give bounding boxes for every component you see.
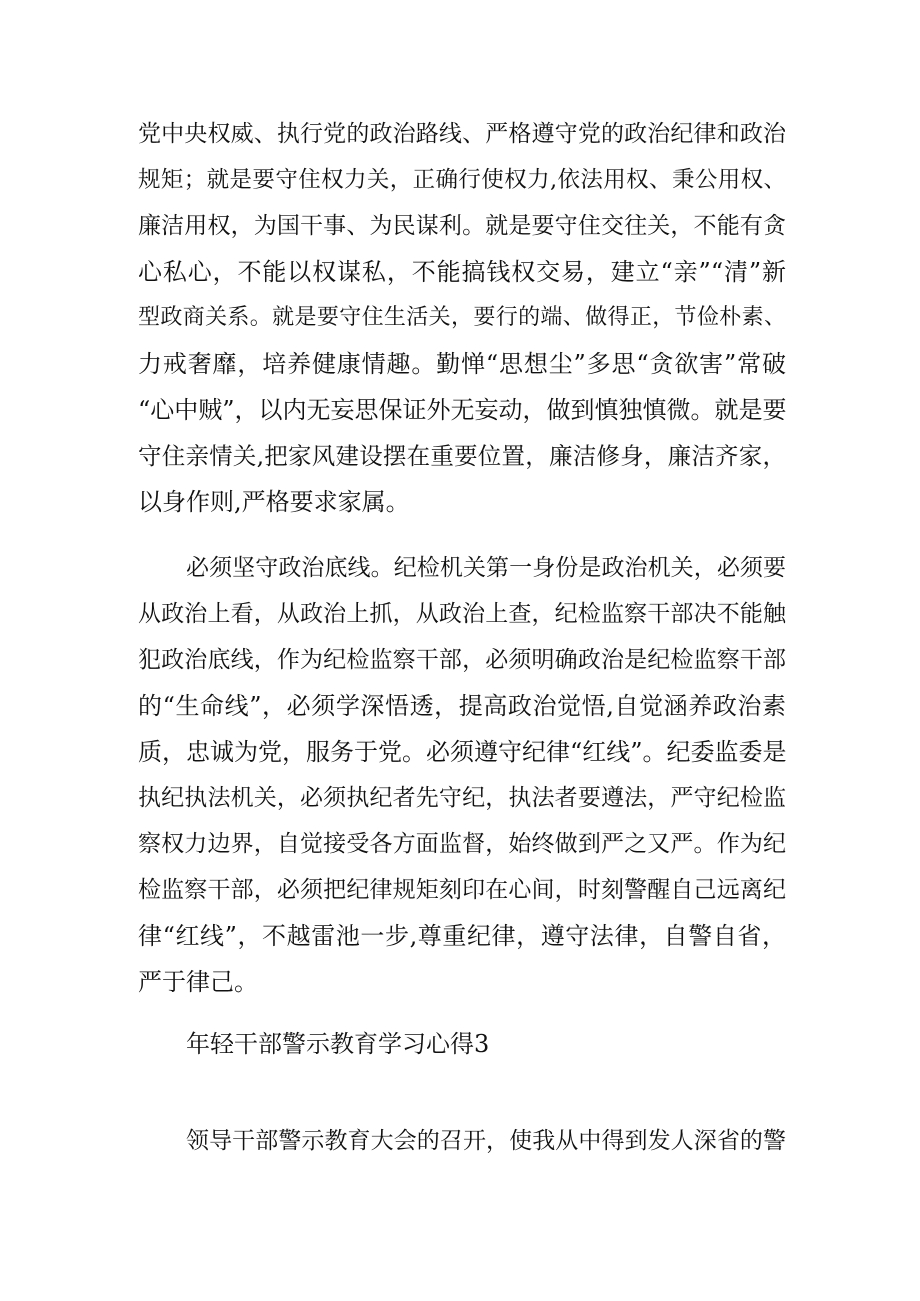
text-line: 检监察干部，必须把纪律规矩刻印在心间，时刻警醒自己远离纪 xyxy=(138,877,786,903)
text-line: 廉洁用权，为国干事、为民谋利。就是要守住交往关，不能有贪 xyxy=(138,213,786,239)
text-line: 必须坚守政治底线。纪检机关第一身份是政治机关，必须要 xyxy=(186,555,786,581)
text-line: 领导干部警示教育大会的召开，使我从中得到发人深省的警 xyxy=(186,1128,786,1154)
body-paragraph-3 xyxy=(138,1118,786,1164)
text-line: 党中央权威、执行党的政治路线、严格遵守党的政治纪律和政治 xyxy=(138,121,786,147)
text-line: 以身作则,严格要求家属。 xyxy=(138,488,410,516)
text-line: “心中贼”，以内无妄思保证外无妄动，做到慎独慎微。就是要 xyxy=(138,396,787,424)
text-line: 质，忠诚为党，服务于党。必须遵守纪律“红线”。纪委监委是 xyxy=(138,738,787,766)
text-line: 执纪执法机关，必须执纪者先守纪，执法者要遵法，严守纪检监 xyxy=(138,785,786,811)
body-paragraph-2 xyxy=(138,545,786,1005)
text-line: 从政治上看，从政治上抓，从政治上查，纪检监察干部决不能触 xyxy=(138,601,786,627)
text-line: 规矩；就是要守住权力关，正确行使权力,依法用权、秉公用权、 xyxy=(138,167,786,193)
text-line: 犯政治底线，作为纪检监察干部，必须明确政治是纪检监察干部 xyxy=(138,647,786,673)
text-line: 律“红线”，不越雷池一步,尊重纪律，遵守法律，自警自省， xyxy=(138,922,786,950)
text-line: 察权力边界，自觉接受各方面监督，始终做到严之又严。作为纪 xyxy=(138,831,786,857)
text-line: 守住亲情关,把家风建设摆在重要位置，廉洁修身，廉洁齐家， xyxy=(138,442,786,470)
body-paragraph-1 xyxy=(138,111,786,525)
text-line: 心私心，不能以权谋私，不能搞钱权交易，建立“亲”“清”新 xyxy=(138,258,786,286)
heading-text: 年轻干部警示教育学习心得3 xyxy=(186,1030,490,1058)
text-line: 力戒奢靡，培养健康情趣。勤惮“思想尘”多思“贪欲害”常破 xyxy=(138,350,786,378)
text-line: 的“生命线”，必须学深悟透，提高政治觉悟,自觉涵养政治素 xyxy=(138,692,786,720)
section-heading xyxy=(138,1021,786,1067)
text-line: 严于律己。 xyxy=(138,968,258,996)
text-line: 型政商关系。就是要守住生活关，要行的端、做得正，节俭朴素、 xyxy=(138,305,786,330)
